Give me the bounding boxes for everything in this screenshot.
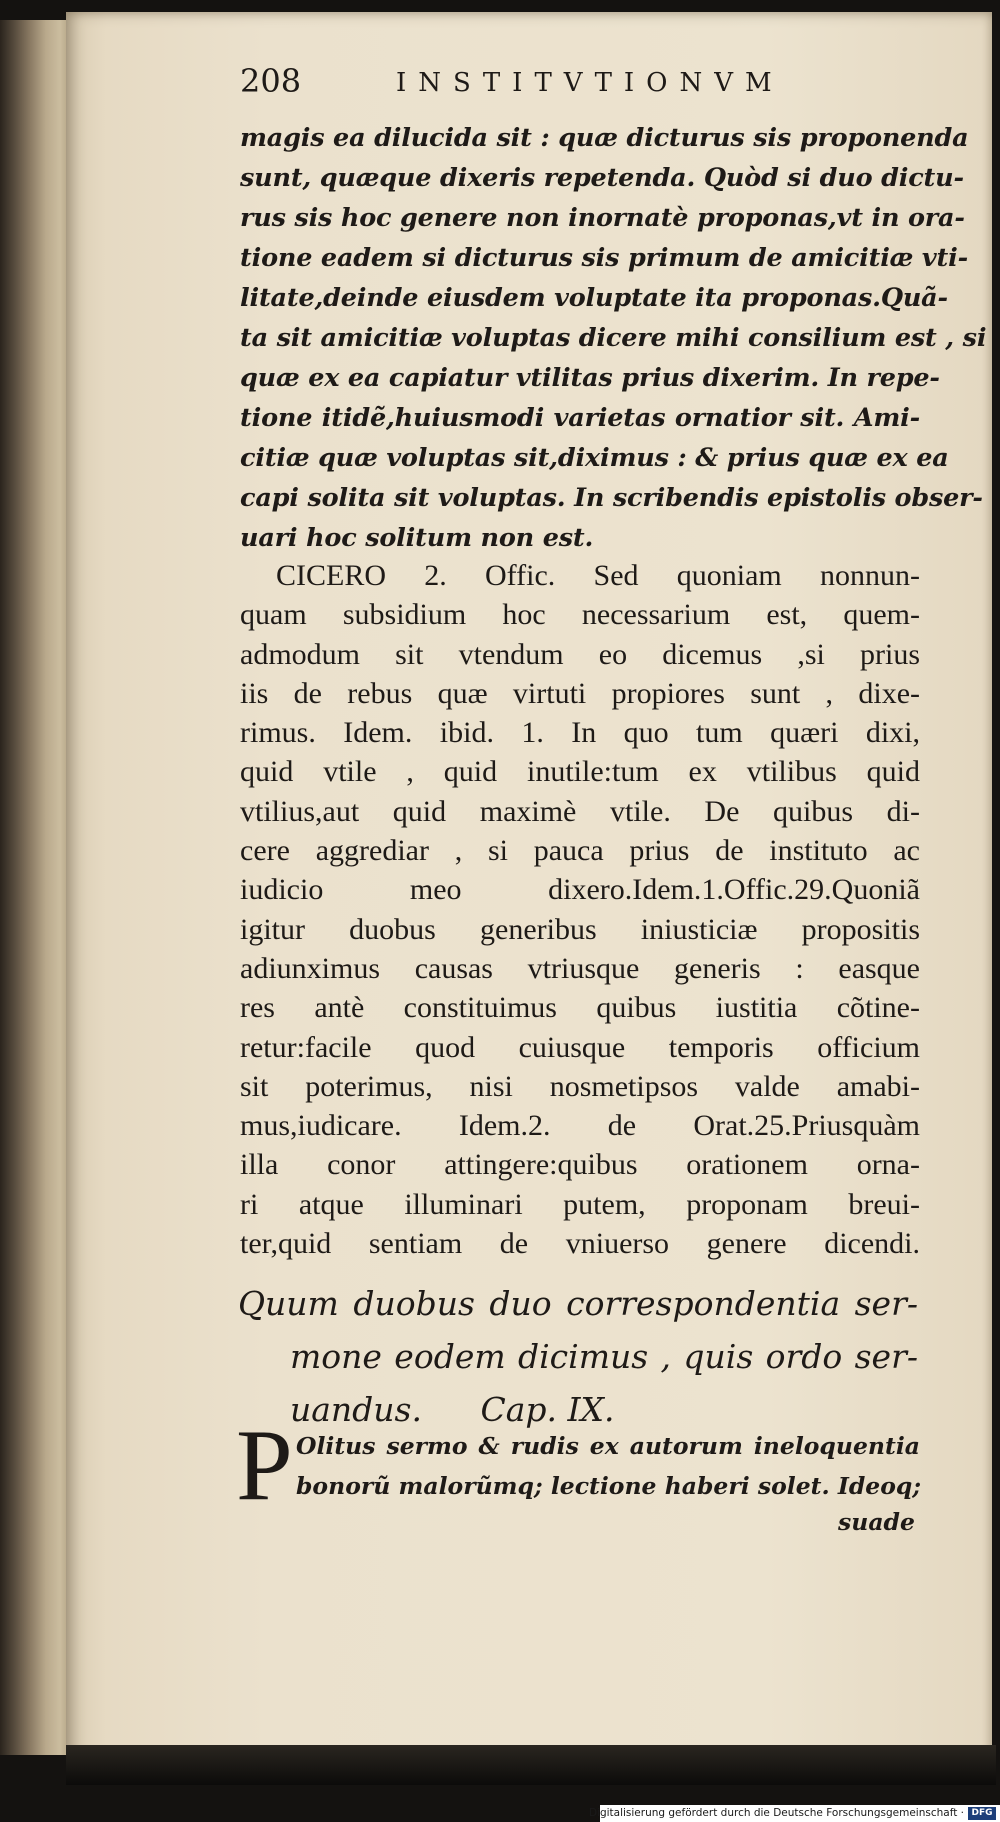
- text-line: uari hoc solitum non est.: [240, 523, 594, 553]
- text-line: mus,iudicare. Idem.2. de Orat.25.Priusquàm: [240, 1109, 920, 1143]
- text-line: iis de rebus quæ virtuti propiores sunt , dixe-: [240, 676, 920, 710]
- roman-paragraph: [240, 556, 920, 1263]
- running-head: INSTITVTIONVM: [396, 68, 784, 98]
- text-line: rimus. Idem. ibid. 1. In quo tum quæri dixi,: [240, 716, 920, 750]
- text-line: res antè constituimus quibus iustitia cõtine-: [240, 991, 920, 1025]
- text-line: igitur duobus generibus iniusticiæ propositis: [240, 912, 920, 946]
- text-line: citiæ quæ voluptas sit,diximus : & prius quæ ex ea: [240, 443, 949, 473]
- text-line: bonorũ malorũmq; lectione haberi solet. Ideoq;: [296, 1472, 922, 1500]
- chapter-label: Cap. IX.: [480, 1390, 615, 1429]
- italic-paragraph: [240, 118, 987, 558]
- text-line: vtilius,aut quid maximè vtile. De quibus di-: [240, 794, 920, 828]
- text-line: tione itidẽ,huiusmodi varietas ornatior sit. Ami-: [240, 403, 920, 433]
- text-line: quæ ex ea capiatur vtilitas prius dixerim. In repe-: [240, 363, 940, 393]
- text-line: CICERO 2. Offic. Sed quoniam nonnun-: [276, 559, 920, 592]
- chapter-opening-paragraph: [296, 1426, 920, 1506]
- text-line: quid vtile , quid inutile:tum ex vtilibus quid: [240, 755, 920, 789]
- text-line: tione eadem si dicturus sis primum de amicitiæ vti-: [240, 243, 968, 273]
- chapter-heading-line: Quum duobus duo correspondentia ser-: [238, 1284, 918, 1323]
- footer-bar: [588, 1805, 1000, 1822]
- drop-cap: P: [236, 1409, 293, 1522]
- chapter-heading-line: mone eodem dicimus , quis ordo ser-: [290, 1337, 918, 1376]
- text-line: illa conor attingere:quibus orationem orna-: [240, 1148, 920, 1182]
- text-line: sit poterimus, nisi nosmetipsos valde amabi-: [240, 1069, 920, 1103]
- page-number: 208: [240, 62, 302, 100]
- text-line: quam subsidium hoc necessarium est, quem-: [240, 598, 920, 632]
- text-line: Olitus sermo & rudis ex autorum ineloquentia: [296, 1432, 920, 1460]
- footer-credit: Digitalisierung gefördert durch die Deutsche Forschungsgemeinschaft ·: [588, 1807, 964, 1819]
- chapter-heading-text: uandus.: [290, 1390, 422, 1429]
- text-line: ta sit amicitiæ voluptas dicere mihi consilium est , si: [240, 323, 987, 353]
- text-line: magis ea dilucida sit : quæ dicturus sis proponenda: [240, 123, 969, 153]
- chapter-heading: [238, 1277, 918, 1436]
- text-line: litate,deinde eiusdem voluptate ita proponas.Quã-: [240, 283, 948, 313]
- text-line: capi solita sit voluptas. In scribendis epistolis obser-: [240, 483, 983, 513]
- text-line: rus sis hoc genere non inornatè proponas,vt in ora-: [240, 203, 965, 233]
- text-line: adiunximus causas vtriusque generis : easque: [240, 951, 920, 985]
- catchword: suade: [838, 1508, 915, 1536]
- text-line: iudicio meo dixero.Idem.1.Offic.29.Quoniã: [240, 873, 920, 907]
- text-line: ri atque illuminari putem, proponam breui-: [240, 1187, 920, 1221]
- page-bottom-shadow: [66, 1745, 996, 1785]
- text-line: admodum sit vtendum eo dicemus ,si prius: [240, 637, 920, 671]
- text-line: sunt, quæque dixeris repetenda. Quòd si duo dictu-: [240, 163, 964, 193]
- dfg-logo: DFG: [968, 1807, 996, 1820]
- page-header: [240, 62, 920, 106]
- text-line: retur:facile quod cuiusque temporis officium: [240, 1030, 920, 1064]
- text-line: cere aggrediar , si pauca prius de instituto ac: [240, 834, 920, 868]
- text-line: ter,quid sentiam de vniuerso genere dicendi.: [240, 1227, 920, 1261]
